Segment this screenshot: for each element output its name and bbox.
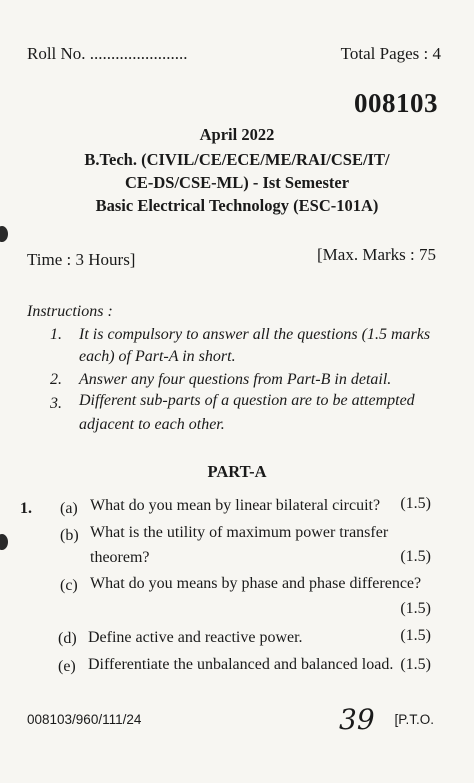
question-1d-text: Define active and reactive power. (88, 629, 303, 646)
exam-date: April 2022 (199, 125, 275, 144)
question-1e-marks: (1.5) (400, 656, 431, 673)
question-1d-marks: (1.5) (400, 627, 431, 644)
question-1c-label: (c) (60, 577, 78, 594)
instructions-heading: Instructions : (27, 303, 113, 320)
programme-line-1: B.Tech. (CIVIL/CE/ECE/ME/RAI/CSE/IT/ (84, 150, 390, 169)
instruction-1-number: 1. (50, 326, 62, 343)
footer-code: 008103/960/111/24 (27, 712, 142, 727)
subject-title: Basic Electrical Technology (ESC-101A) (95, 196, 379, 215)
question-1a-text: What do you mean by linear bilateral circuit? (90, 497, 381, 514)
question-1b-line-1: What is the utility of maximum power transfer (90, 524, 389, 541)
time-allowed: Time : 3 Hours] (27, 250, 136, 269)
pto-label: [P.T.O. (394, 712, 434, 727)
part-a-heading: PART-A (207, 462, 267, 481)
roll-no: Roll No. ....................... (27, 44, 188, 63)
question-number: 1. (20, 500, 32, 517)
question-1a-marks: (1.5) (400, 495, 431, 512)
instruction-1-line-1: It is compulsory to answer all the questions (1.5 marks (79, 326, 431, 343)
instruction-3-line-1: Different sub-parts of a question are to be attempted (79, 392, 415, 409)
question-1b-label: (b) (60, 527, 79, 544)
instruction-2-line-1: Answer any four questions from Part-B in detail. (79, 371, 392, 388)
question-1a-label: (a) (60, 500, 78, 517)
max-marks: [Max. Marks : 75 (317, 245, 436, 264)
instruction-2-number: 2. (50, 371, 62, 388)
question-1b-marks: (1.5) (400, 548, 431, 565)
question-1e-label: (e) (58, 658, 76, 675)
question-1c-text: What do you means by phase and phase difference? (90, 575, 422, 592)
instruction-3-line-2: adjacent to each other. (79, 416, 225, 433)
total-pages: Total Pages : 4 (340, 44, 441, 63)
question-1b-line-2: theorem? (90, 549, 150, 566)
question-1c-marks: (1.5) (400, 600, 431, 617)
programme-line-2: CE-DS/CSE-ML) - Ist Semester (124, 173, 350, 192)
paper-code: 008103 (354, 88, 438, 118)
question-1d-label: (d) (58, 630, 77, 647)
handwritten-number: 39 (339, 703, 375, 736)
question-1e-text: Differentiate the unbalanced and balanced load. (88, 656, 394, 673)
punch-hole-top (0, 226, 8, 242)
instruction-3-number: 3. (50, 395, 62, 412)
punch-hole-bottom (0, 534, 8, 550)
instruction-1-line-2: each) of Part-A in short. (79, 348, 236, 365)
